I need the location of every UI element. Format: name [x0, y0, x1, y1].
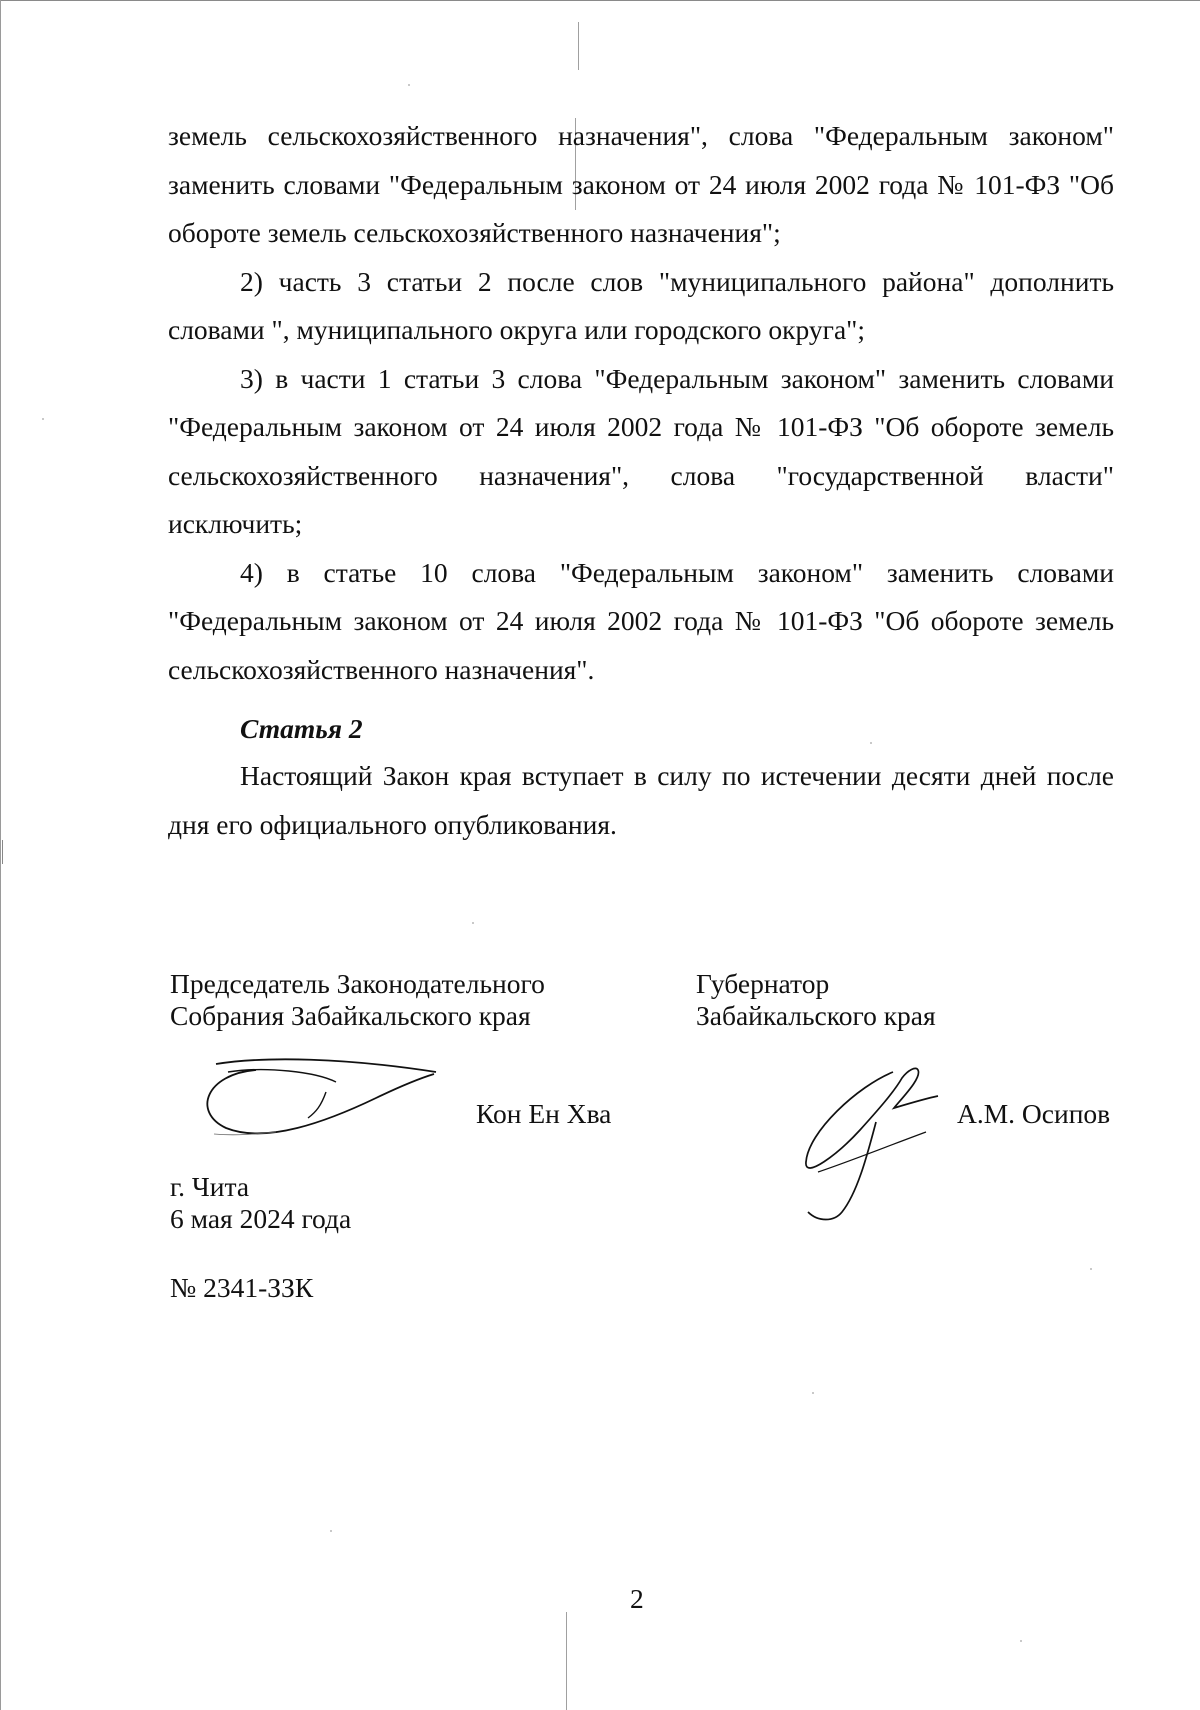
scan-edge: [0, 0, 1, 1710]
right-signatory-name: А.М. Осипов: [957, 1098, 1111, 1129]
right-signatory-title: [696, 968, 936, 1032]
left-signatory-name: Кон Ен Хва: [476, 1098, 612, 1129]
left-signatory-title: [170, 968, 545, 1032]
paragraph-item-2: 2) часть 3 статьи 2 после слов "муниципального района" дополнить словами ", муниципального округа или городского округа";: [168, 265, 1114, 345]
page-number: 2: [630, 1583, 644, 1614]
article-heading: Статья 2: [240, 713, 363, 744]
fold-crease: [578, 22, 579, 70]
left-title-line1: Председатель Законодательного: [170, 968, 545, 999]
place-and-date: [170, 1171, 351, 1235]
scan-speck: [42, 418, 44, 420]
right-handwritten-signature: [798, 1062, 948, 1232]
paragraph-item-3: 3) в части 1 статьи 3 слова "Федеральным законом" заменить словами "Федеральным законом от 24 июля 2002 года № 101-ФЗ "Об обороте земель сельскохозяйственного назначения", слова "государственной власти" исключить;: [168, 362, 1114, 539]
left-handwritten-signature: [196, 1052, 446, 1152]
scan-speck: [472, 922, 474, 924]
scan-speck: [1090, 1268, 1092, 1270]
scan-speck: [812, 1392, 814, 1394]
fold-crease: [566, 1612, 567, 1710]
scan-speck: [408, 84, 410, 86]
right-title-line2: Забайкальского края: [696, 1000, 936, 1031]
amendments-text: [168, 112, 1114, 849]
scan-speck: [870, 742, 872, 744]
right-title-line1: Губернатор: [696, 968, 830, 999]
scan-speck: [330, 1530, 332, 1532]
law-number: № 2341-ЗЗК: [170, 1272, 314, 1303]
paragraph-item-4: 4) в статье 10 слова "Федеральным законом" заменить словами "Федеральным законом от 24 июля 2002 года № 101-ФЗ "Об обороте земель сельскохозяйственного назначения".: [168, 556, 1114, 685]
scan-speck: [1020, 1640, 1022, 1642]
article-text: Настоящий Закон края вступает в силу по истечении десяти дней после дня его официального опубликования.: [168, 760, 1114, 840]
paragraph-continuation: земель сельскохозяйственного назначения", слова "Федеральным законом" заменить словами "Федеральным законом от 24 июля 2002 года № 101-ФЗ "Об обороте земель сельскохозяйственного назначения";: [168, 120, 1114, 248]
left-title-line2: Собрания Забайкальского края: [170, 1000, 531, 1031]
scan-mark: [2, 840, 3, 864]
scan-edge: [0, 0, 1200, 1]
city: г. Чита: [170, 1171, 250, 1202]
signing-date: 6 мая 2024 года: [170, 1203, 352, 1234]
